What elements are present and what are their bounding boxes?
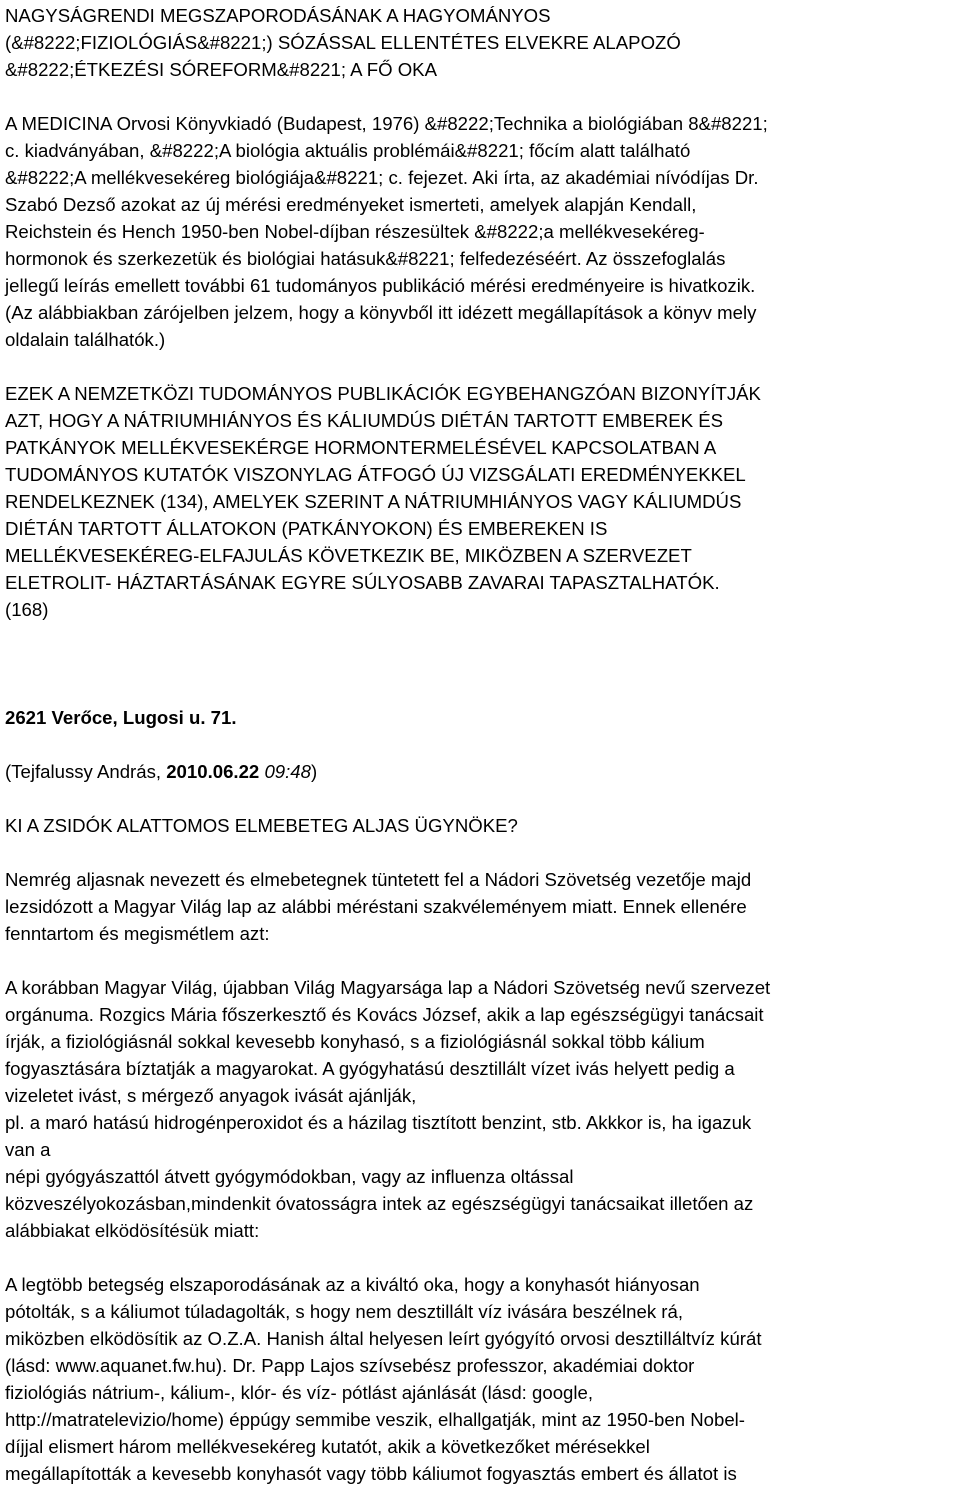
- paragraph-3: [5, 1271, 955, 1487]
- document-page: [5, 2, 955, 1487]
- paragraph-2: [5, 974, 955, 1244]
- intro-paragraph: [5, 110, 955, 353]
- caps-line: RENDELKEZNEK (134), AMELYEK SZERINT A NÁTRIUMHIÁNYOS VAGY KÁLIUMDÚS: [5, 491, 742, 512]
- paragraph-line: http://matratelevizio/home) éppúgy semmibe veszik, elhallgatják, mint az 1950-ben Nobel-: [5, 1409, 745, 1430]
- caps-paragraph: [5, 380, 955, 623]
- paragraph-line: van a: [5, 1139, 51, 1160]
- paragraph-line: közveszélyokozásban,mindenkit óvatosságra intek az egészségügyi tanácsaikat illetően az: [5, 1193, 754, 1214]
- caps-line: PATKÁNYOK MELLÉKVESEKÉRGE HORMONTERMELÉSÉVEL KAPCSOLATBAN A: [5, 437, 717, 458]
- paragraph-line: díjjal elismert három mellékvesekéreg kutatót, akik a következőket mérésekkel: [5, 1436, 650, 1457]
- caps-line: ELETROLIT- HÁZTARTÁSÁNAK EGYRE SÚLYOSABB ZAVARAI TAPASZTALHATÓK.: [5, 572, 720, 593]
- caps-line: DIÉTÁN TARTOTT ÁLLATOKON (PATKÁNYOKON) ÉS EMBEREKEN IS: [5, 518, 608, 539]
- caps-line: TUDOMÁNYOS KUTATÓK VISZONYLAG ÁTFOGÓ ÚJ VIZSGÁLATI EREDMÉNYEKKEL: [5, 464, 746, 485]
- signature-author: (Tejfalussy András,: [5, 761, 167, 782]
- heading: [5, 2, 955, 83]
- intro-line: Reichstein és Hench 1950-ben Nobel-díjban részesültek &#8222;a mellékvesekéreg-: [5, 221, 705, 242]
- intro-line: Szabó Dezső azokat az új mérési eredményeket ismerteti, amelyek alapján Kendall,: [5, 194, 697, 215]
- caps-line: (168): [5, 599, 49, 620]
- signature-time: 09:48: [264, 761, 311, 782]
- heading-line: &#8222;ÉTKEZÉSI SÓREFORM&#8221; A FŐ OKA: [5, 59, 437, 80]
- paragraph-line: írják, a fiziológiásnál sokkal kevesebb konyhasó, s a fiziológiásnál sokkal több kálium: [5, 1031, 705, 1052]
- intro-line: hormonok és szerkezetük és biológiai hatásuk&#8221; felfedezéséért. Az összefoglalás: [5, 248, 726, 269]
- caps-line: AZT, HOGY A NÁTRIUMHIÁNYOS ÉS KÁLIUMDÚS DIÉTÁN TARTOTT EMBEREK ÉS: [5, 410, 724, 431]
- address: 2621 Verőce, Lugosi u. 71.: [5, 707, 237, 728]
- paragraph-line: A korábban Magyar Világ, újabban Világ Magyarsága lap a Nádori Szövetség nevű szervezet: [5, 977, 771, 998]
- intro-line: jellegű leírás emellett további 61 tudományos publikáció mérési eredményeire is hivatkozik.: [5, 275, 756, 296]
- paragraph-line: fogyasztására bíztatják a magyarokat. A gyógyhatású desztillált vízet ivás helyett pedig a: [5, 1058, 735, 1079]
- intro-line: c. kiadványában, &#8222;A biológia aktuális problémái&#8221; főcím alatt található: [5, 140, 691, 161]
- signature: [5, 758, 955, 785]
- paragraph-line: népi gyógyászattól átvett gyógymódokban, vagy az influenza oltással: [5, 1166, 574, 1187]
- paragraph-line: Nemrég aljasnak nevezett és elmebetegnek tüntetett fel a Nádori Szövetség vezetője majd: [5, 869, 752, 890]
- paragraph-line: (lásd: www.aquanet.fw.hu). Dr. Papp Lajos szívsebész professzor, akadémiai doktor: [5, 1355, 695, 1376]
- paragraph-line: fenntartom és megismétlem azt:: [5, 923, 270, 944]
- question-heading: KI A ZSIDÓK ALATTOMOS ELMEBETEG ALJAS ÜGYNÖKE?: [5, 815, 518, 836]
- intro-line: &#8222;A mellékvesekéreg biológiája&#8221; c. fejezet. Aki írta, az akadémiai nívódíjas Dr.: [5, 167, 759, 188]
- paragraph-line: pótolták, s a káliumot túladagolták, s hogy nem desztillált víz ivására beszélnek rá,: [5, 1301, 683, 1322]
- intro-line: oldalain találhatók.): [5, 329, 166, 350]
- heading-line: NAGYSÁGRENDI MEGSZAPORODÁSÁNAK A HAGYOMÁNYOS: [5, 5, 551, 26]
- intro-line: (Az alábbiakban zárójelben jelzem, hogy a könyvből itt idézett megállapítások a könyv mely: [5, 302, 757, 323]
- paragraph-line: pl. a maró hatású hidrogénperoxidot és a házilag tisztított benzint, stb. Akkkor is, ha igazuk: [5, 1112, 752, 1133]
- heading-line: (&#8222;FIZIOLÓGIÁS&#8221;) SÓZÁSSAL ELLENTÉTES ELVEKRE ALAPOZÓ: [5, 32, 681, 53]
- paragraph-line: megállapították a kevesebb konyhasót vagy több káliumot fogyasztás embert és állatot is: [5, 1463, 737, 1484]
- intro-line: A MEDICINA Orvosi Könyvkiadó (Budapest, 1976) &#8222;Technika a biológiában 8&#8221;: [5, 113, 768, 134]
- paragraph-line: miközben elködösítik az O.Z.A. Hanish által helyesen leírt gyógyító orvosi desztilláltvíz kúrát: [5, 1328, 762, 1349]
- paragraph-1: [5, 866, 955, 947]
- paragraph-line: vizeletet ivást, s mérgező anyagok ivását ajánlják,: [5, 1085, 417, 1106]
- paragraph-line: A legtöbb betegség elszaporodásának az a kiváltó oka, hogy a konyhasót hiányosan: [5, 1274, 700, 1295]
- paragraph-line: orgánuma. Rozgics Mária főszerkesztő és Kovács József, akik a lap egészségügyi tanácsait: [5, 1004, 764, 1025]
- paragraph-line: alábbiakat elködösítésük miatt:: [5, 1220, 260, 1241]
- paragraph-line: lezsidózott a Magyar Világ lap az alábbi méréstani szakvéleményem miatt. Ennek ellenére: [5, 896, 747, 917]
- caps-line: MELLÉKVESEKÉREG-ELFAJULÁS KÖVETKEZIK BE, MIKÖZBEN A SZERVEZET: [5, 545, 692, 566]
- caps-line: EZEK A NEMZETKÖZI TUDOMÁNYOS PUBLIKÁCIÓK EGYBEHANGZÓAN BIZONYÍTJÁK: [5, 383, 761, 404]
- signature-close: ): [310, 761, 318, 782]
- paragraph-line: fiziológiás nátrium-, kálium-, klór- és víz- pótlást ajánlását (lásd: google,: [5, 1382, 594, 1403]
- signature-date: 2010.06.22: [166, 761, 260, 782]
